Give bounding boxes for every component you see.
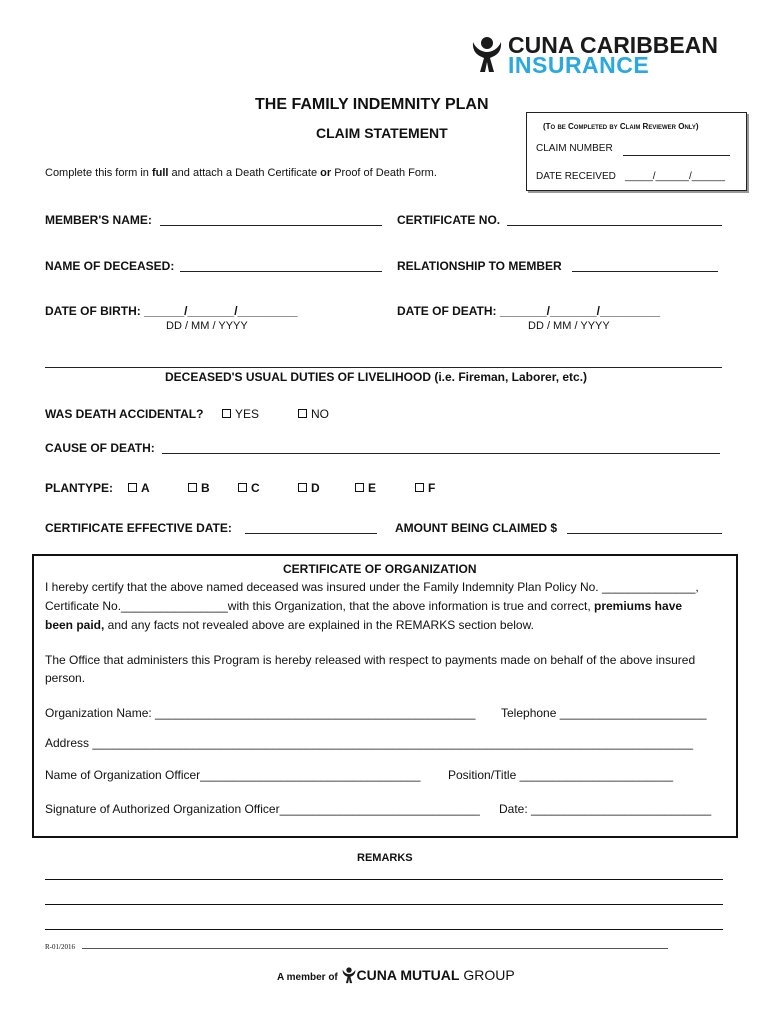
cause-of-death-label: CAUSE OF DEATH: [45, 441, 155, 455]
certificate-no-field[interactable] [507, 225, 722, 226]
cert-effective-date-field[interactable] [245, 533, 377, 534]
organization-title: CERTIFICATE OF ORGANIZATION [283, 562, 477, 576]
organization-para1-line1: I hereby certify that the above named deceased was insured under the Family Indemnity Plan Policy No. ______________, [45, 580, 699, 594]
position-title-field[interactable]: Position/Title _______________________ [448, 768, 674, 782]
reviewer-box-title: (To be Completed by Claim Reviewer Only) [543, 122, 699, 131]
plan-f-checkbox[interactable] [415, 483, 424, 492]
plan-d-checkbox[interactable] [298, 483, 307, 492]
date-of-death-label[interactable]: DATE OF DEATH: _______/_______/_________ [397, 304, 661, 318]
telephone-field[interactable]: Telephone ______________________ [501, 706, 707, 720]
was-death-accidental-label: WAS DEATH ACCIDENTAL? [45, 407, 204, 421]
accidental-yes-option[interactable]: YES [222, 407, 259, 421]
plan-a-checkbox[interactable] [128, 483, 137, 492]
plantype-label: PLANTYPE: [45, 481, 114, 495]
name-of-deceased-field[interactable] [180, 271, 382, 272]
organization-para1-line2: Certificate No.________________with this Organization, that the above information is true and correct, premiums have [45, 599, 683, 613]
relationship-field[interactable] [572, 271, 718, 272]
organization-para2-line2: person. [45, 671, 86, 685]
cert-effective-date-label: CERTIFICATE EFFECTIVE DATE: [45, 521, 232, 535]
certificate-of-organization-box [32, 554, 738, 838]
plan-c-checkbox[interactable] [238, 483, 247, 492]
address-field[interactable]: Address __________________________________________________________________________________________ [45, 736, 693, 750]
logo-name-line1: CUNA CARIBBEAN [508, 32, 718, 58]
amount-claimed-label: AMOUNT BEING CLAIMED $ [395, 521, 557, 535]
plan-option-c[interactable]: C [238, 481, 260, 495]
page-subtitle: CLAIM STATEMENT [316, 125, 448, 141]
members-name-field[interactable] [160, 225, 382, 226]
dod-format-hint: DD / MM / YYYY [528, 320, 610, 332]
plan-e-checkbox[interactable] [355, 483, 364, 492]
plan-option-e[interactable]: E [355, 481, 376, 495]
logo [470, 32, 730, 76]
date-of-birth-label[interactable]: DATE OF BIRTH: ______/_______/_________ [45, 304, 298, 318]
cause-of-death-field[interactable] [162, 453, 720, 454]
instructions: Complete this form in full and attach a Death Certificate or Proof of Death Form. [45, 167, 437, 179]
remarks-line-3[interactable] [45, 929, 723, 930]
date-received-label: DATE RECEIVED [536, 171, 616, 182]
claim-number-label: CLAIM NUMBER [536, 143, 613, 154]
cuna-mutual-group-logo: A member of CUNA MUTUAL GROUP [277, 967, 515, 983]
plan-option-d[interactable]: D [298, 481, 320, 495]
yes-checkbox[interactable] [222, 409, 231, 418]
date-received-field[interactable]: _____/______/______ [625, 171, 726, 182]
cuna-mutual-icon [341, 966, 357, 984]
usual-duties-field[interactable] [45, 367, 722, 368]
revision-code: R-01/2016 [45, 943, 75, 951]
remarks-line-2[interactable] [45, 904, 723, 905]
logo-name-line2: INSURANCE [508, 52, 650, 78]
remarks-title: REMARKS [357, 852, 413, 864]
reviewer-box [526, 112, 747, 191]
remarks-line-1[interactable] [45, 879, 723, 880]
organization-para1-line3: been paid, and any facts not revealed above are explained in the REMARKS section below. [45, 618, 534, 632]
amount-claimed-field[interactable] [567, 533, 722, 534]
name-of-deceased-label: NAME OF DECEASED: [45, 259, 175, 273]
cuna-logo-icon [470, 34, 504, 74]
dob-format-hint: DD / MM / YYYY [166, 320, 248, 332]
members-name-label: MEMBER'S NAME: [45, 213, 152, 227]
plan-b-checkbox[interactable] [188, 483, 197, 492]
signature-date-field[interactable]: Date: ___________________________ [499, 802, 712, 816]
certificate-no-label: CERTIFICATE NO. [397, 213, 501, 227]
plan-option-a[interactable]: A [128, 481, 150, 495]
footer-rule [82, 948, 668, 949]
claim-number-field[interactable] [623, 155, 730, 156]
page-title: THE FAMILY INDEMNITY PLAN [255, 96, 489, 113]
usual-duties-label: DECEASED'S USUAL DUTIES OF LIVELIHOOD (i.e. Fireman, Laborer, etc.) [165, 370, 588, 384]
officer-name-field[interactable]: Name of Organization Officer_________________________________ [45, 768, 421, 782]
relationship-label: RELATIONSHIP TO MEMBER [397, 259, 562, 273]
signature-field[interactable]: Signature of Authorized Organization Officer______________________________ [45, 802, 480, 816]
plan-option-b[interactable]: B [188, 481, 210, 495]
no-checkbox[interactable] [298, 409, 307, 418]
accidental-no-option[interactable]: NO [298, 407, 329, 421]
organization-para2-line1: The Office that administers this Program is hereby released with respect to payments made on behalf of the above insured [45, 653, 696, 667]
organization-name-field[interactable]: Organization Name: ________________________________________________ [45, 706, 476, 720]
plan-option-f[interactable]: F [415, 481, 435, 495]
